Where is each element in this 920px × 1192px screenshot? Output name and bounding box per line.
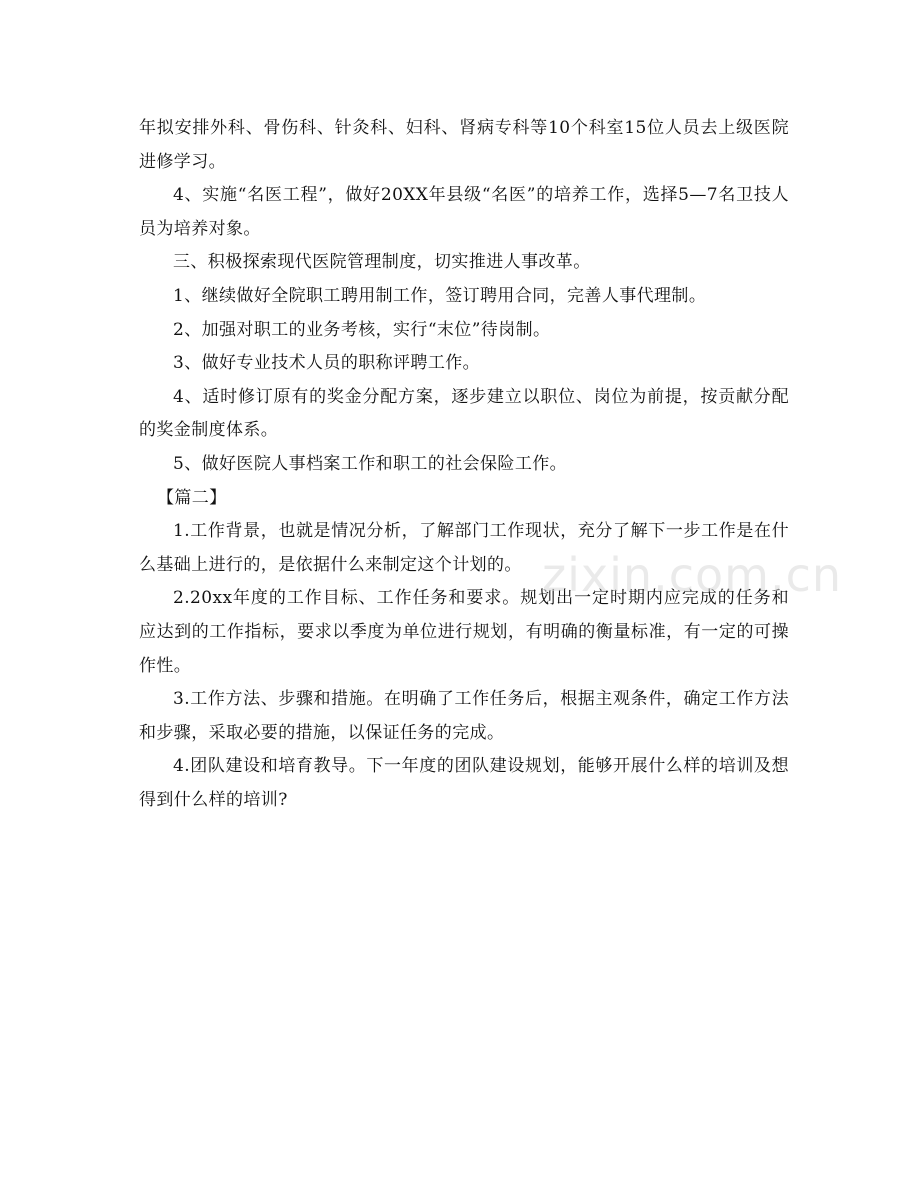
section-heading-part-two: 【篇二】 bbox=[157, 487, 227, 508]
paragraph-item-background: 1.工作背景，也就是情况分析，了解部门工作现状，充分了解下一步工作是在什么基础上进行的，是依据什么来制定这个计划的。 bbox=[139, 521, 789, 575]
document-body bbox=[139, 112, 789, 817]
paragraph-item-bonus: 4、适时修订原有的奖金分配方案，逐步建立以职位、岗位为前提，按贡献分配的奖金制度体系。 bbox=[139, 386, 789, 441]
paragraph-item-title-evaluation: 3、做好专业技术人员的职称评聘工作。 bbox=[173, 353, 481, 374]
paragraph-item-assessment: 2、加强对职工的业务考核，实行“末位”待岗制。 bbox=[173, 319, 551, 340]
paragraph-item-team: 4.团队建设和培育教导。下一年度的团队建设规划，能够开展什么样的培训及想得到什么样的培训? bbox=[139, 756, 789, 810]
section-heading-personnel-reform: 三、积极探索现代医院管理制度，切实推进人事改革。 bbox=[173, 252, 591, 273]
paragraph-item-methods: 3.工作方法、步骤和措施。在明确了工作任务后，根据主观条件，确定工作方法和步骤，采取必要的措施，以保证任务的完成。 bbox=[139, 689, 789, 743]
paragraph-item-famous-doctor: 4、实施“名医工程”，做好20XX年县级“名医”的培养工作，选择5—7名卫技人员为培养对象。 bbox=[139, 185, 789, 239]
paragraph-continuation: 年拟安排外科、骨伤科、针灸科、妇科、肾病专科等10个科室15位人员去上级医院进修学习。 bbox=[139, 118, 789, 172]
paragraph-item-goals: 2.20xx年度的工作目标、工作任务和要求。规划出一定时期内应完成的任务和应达到的工作指标，要求以季度为单位进行规划，有明确的衡量标准，有一定的可操作性。 bbox=[139, 588, 789, 676]
paragraph-item-archives: 5、做好医院人事档案工作和职工的社会保险工作。 bbox=[173, 453, 568, 474]
paragraph-item-employment: 1、继续做好全院职工聘用制工作，签订聘用合同，完善人事代理制。 bbox=[173, 285, 707, 306]
watermark: zixin.com.cn bbox=[542, 548, 843, 602]
